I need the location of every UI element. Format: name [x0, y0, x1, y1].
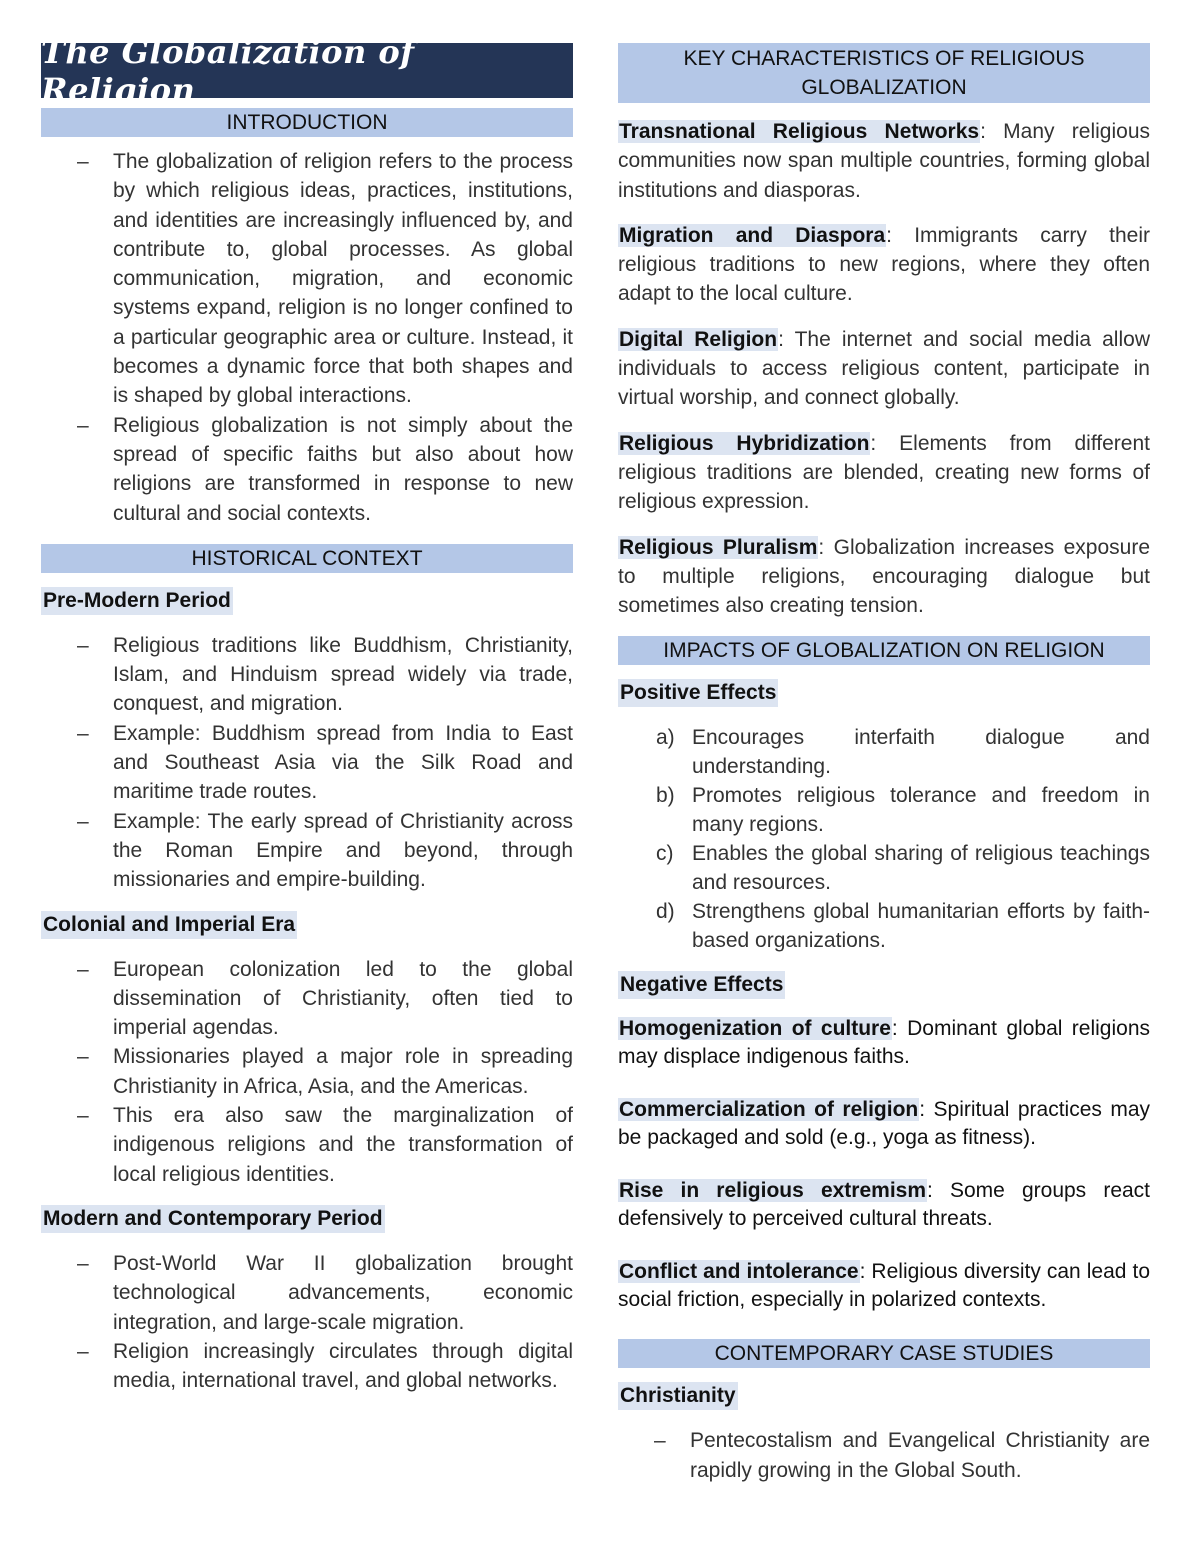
list-item: – This era also saw the marginalization of indigenous religions and the transformation of local religious identities.: [77, 1104, 573, 1186]
list-item: – The globalization of religion refers to the process by which religious ideas, practices, institutions, and identities are increasingly influenced by, and contribute to, global processes. As global communication, migration, and economic systems expand, religion is no longer confined to a particular geographic area or culture. Instead, it becomes a dynamic force that both shapes and is shaped by global interactions.: [77, 150, 573, 408]
document-title: The Globalization of Religion: [41, 43, 573, 98]
case-studies-heading: CONTEMPORARY CASE STUDIES: [618, 1339, 1150, 1368]
list-item: – Missionaries played a major role in spreading Christianity in Africa, Asia, and the Americas.: [77, 1045, 573, 1098]
left-column: [41, 32, 573, 1395]
list-item: – Pentecostalism and Evangelical Christianity are rapidly growing in the Global South.: [654, 1429, 1150, 1482]
historical-context-heading: HISTORICAL CONTEXT: [41, 544, 573, 573]
colonial-list: [41, 955, 573, 1189]
premodern-heading: Pre-Modern Period: [41, 587, 573, 615]
negative-effect-item: Conflict and intolerance: Religious diversity can lead to social friction, especially in polarized contexts.: [618, 1260, 1150, 1311]
positive-effects-list: [618, 723, 1150, 955]
modern-list: [41, 1249, 573, 1395]
introduction-list: [41, 147, 573, 528]
positive-effects-heading: Positive Effects: [618, 679, 1150, 707]
premodern-list: [41, 631, 573, 895]
christianity-heading: Christianity: [618, 1382, 1150, 1410]
impacts-heading: IMPACTS OF GLOBALIZATION ON RELIGION: [618, 636, 1150, 665]
list-item: – European colonization led to the global dissemination of Christianity, often tied to imperial agendas.: [77, 957, 573, 1040]
list-item: – Religious globalization is not simply about the spread of specific faiths but also about how religions are transformed in response to new cultural and social contexts.: [77, 413, 573, 525]
negative-effects-heading: Negative Effects: [618, 971, 1150, 999]
list-item: – Religion increasingly circulates through digital media, international travel, and global networks.: [77, 1339, 573, 1393]
list-item: c) Enables the global sharing of religious teachings and resources.: [656, 842, 1150, 895]
key-characteristics-heading: KEY CHARACTERISTICS OF RELIGIOUS GLOBALIZATION: [618, 43, 1150, 103]
list-item: – Example: The early spread of Christianity across the Roman Empire and beyond, through missionaries and empire-building.: [77, 809, 573, 892]
list-item: a) Encourages interfaith dialogue and understanding.: [656, 726, 1150, 779]
list-item: b) Promotes religious tolerance and freedom in many regions.: [656, 784, 1150, 837]
christianity-list: [618, 1426, 1150, 1485]
negative-effect-item: Commercialization of religion: Spiritual practices may be packaged and sold (e.g., yoga as fitness).: [618, 1098, 1150, 1149]
list-item: – Example: Buddhism spread from India to East and Southeast Asia via the Silk Road and maritime trade routes.: [77, 721, 573, 804]
list-item: – Religious traditions like Buddhism, Christianity, Islam, and Hinduism spread widely via trade, conquest, and migration.: [77, 633, 573, 716]
list-item: d) Strengthens global humanitarian efforts by faith-based organizations.: [656, 900, 1150, 953]
characteristic-item: Migration and Diaspora: Immigrants carry their religious traditions to new regions, where they often adapt to the local culture.: [618, 223, 1151, 306]
characteristic-item: Religious Hybridization: Elements from different religious traditions are blended, creating new forms of religious expression.: [618, 431, 1150, 514]
list-item: – Post-World War II globalization brought technological advancements, economic integration, and large-scale migration.: [77, 1251, 573, 1334]
negative-effect-item: Rise in religious extremism: Some groups react defensively to perceived cultural threats.: [618, 1179, 1151, 1230]
introduction-heading: INTRODUCTION: [41, 108, 573, 137]
negative-effect-item: Homogenization of culture: Dominant global religions may displace indigenous faiths.: [618, 1017, 1151, 1068]
characteristic-item: Religious Pluralism: Globalization increases exposure to multiple religions, encouraging dialogue but sometimes also creating tension.: [618, 535, 1151, 618]
colonial-heading: Colonial and Imperial Era: [41, 911, 573, 939]
characteristic-item: Digital Religion: The internet and social media allow individuals to access religious content, participate in virtual worship, and connect globally.: [618, 327, 1150, 410]
characteristic-item: Transnational Religious Networks: Many religious communities now span multiple countries, forming global institutions and diasporas.: [618, 120, 1150, 202]
modern-heading: Modern and Contemporary Period: [41, 1205, 573, 1233]
right-column: [618, 43, 1150, 1485]
